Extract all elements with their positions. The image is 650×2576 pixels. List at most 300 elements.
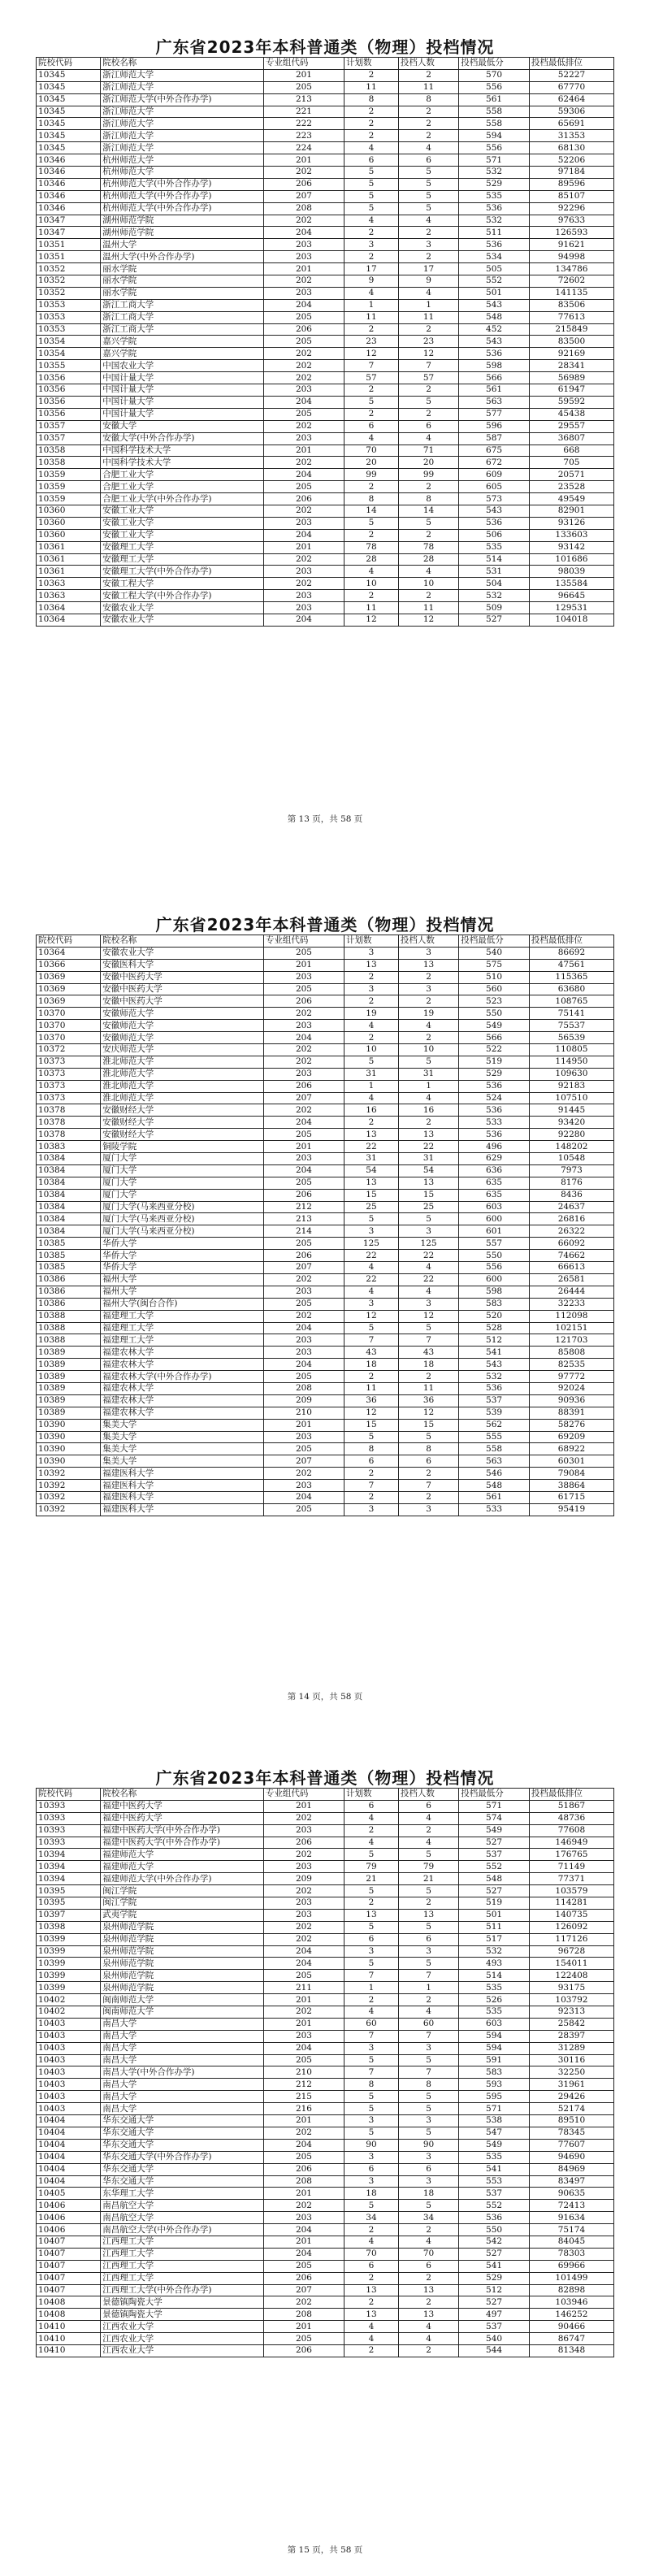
- table-cell: 10347: [37, 227, 101, 239]
- table-cell: 201: [263, 2188, 344, 2200]
- table-cell: 厦门大学(马来西亚分校): [101, 1213, 264, 1225]
- table-cell: 543: [459, 299, 530, 311]
- table-cell: 536: [459, 1104, 530, 1117]
- table-cell: 203: [263, 2212, 344, 2224]
- table-cell: 淮北师范大学: [101, 1092, 264, 1104]
- table-row: [37, 1310, 614, 1322]
- table-cell: 203: [263, 251, 344, 263]
- table-cell: 43: [344, 1347, 399, 1359]
- table-row: [37, 1897, 614, 1910]
- table-cell: 215: [263, 2091, 344, 2103]
- table-cell: 5: [344, 1213, 399, 1225]
- table-cell: 丽水学院: [101, 263, 264, 275]
- table-row: [37, 360, 614, 372]
- table-cell: 537: [459, 1849, 530, 1861]
- table-cell: 6: [398, 2260, 458, 2272]
- table-cell: 90466: [529, 2321, 613, 2333]
- page-title: 广东省2023年本科普通类（物理）投档情况: [155, 915, 495, 935]
- table-cell: 133603: [529, 529, 613, 541]
- table-cell: 江西农业大学: [101, 2321, 264, 2333]
- table-cell: 203: [263, 1153, 344, 1165]
- table-cell: 25: [398, 1201, 458, 1213]
- table-cell: 2: [398, 1491, 458, 1503]
- table-cell: 202: [263, 2127, 344, 2139]
- table-row: [37, 167, 614, 179]
- table-cell: 66613: [529, 1262, 613, 1274]
- table-row: [37, 566, 614, 578]
- table-row: [37, 372, 614, 384]
- table-cell: 203: [263, 517, 344, 529]
- table-cell: 10356: [37, 396, 101, 408]
- table-cell: 6: [344, 1800, 399, 1812]
- table-cell: 496: [459, 1141, 530, 1153]
- table-cell: 212: [263, 2079, 344, 2091]
- table-cell: 126593: [529, 227, 613, 239]
- table-cell: 15: [344, 1189, 399, 1201]
- table-cell: 5: [398, 2103, 458, 2115]
- table-cell: 205: [263, 1371, 344, 1383]
- table-cell: 206: [263, 2163, 344, 2175]
- table-cell: 77371: [529, 1873, 613, 1885]
- table-cell: 1: [398, 1982, 458, 1994]
- table-cell: 10363: [37, 578, 101, 590]
- table-cell: 536: [459, 239, 530, 251]
- column-header: 专业组代码: [263, 58, 344, 70]
- table-cell: 82535: [529, 1359, 613, 1371]
- table-cell: 112098: [529, 1310, 613, 1322]
- table-cell: 5: [398, 2091, 458, 2103]
- column-header: 投档最低分: [459, 58, 530, 70]
- table-cell: 593: [459, 2079, 530, 2091]
- table-row: [37, 995, 614, 1008]
- table-cell: 10407: [37, 2272, 101, 2284]
- table-cell: 52206: [529, 154, 613, 167]
- table-cell: 203: [263, 1431, 344, 1443]
- table-cell: 541: [459, 1347, 530, 1359]
- table-cell: 109630: [529, 1068, 613, 1080]
- table-cell: 安徽师范大学: [101, 1020, 264, 1032]
- table-cell: 203: [263, 2030, 344, 2042]
- table-cell: 532: [459, 1945, 530, 1958]
- table-cell: 594: [459, 130, 530, 142]
- table-row: [37, 578, 614, 590]
- table-cell: 华东交通大学: [101, 2139, 264, 2151]
- table-cell: 4: [398, 215, 458, 227]
- table-cell: 13: [344, 1909, 399, 1921]
- table-cell: 7973: [529, 1164, 613, 1177]
- table-cell: 10386: [37, 1298, 101, 1310]
- table-cell: 536: [459, 348, 530, 360]
- table-cell: 52227: [529, 69, 613, 81]
- table-cell: 南昌大学: [101, 2091, 264, 2103]
- table-cell: 72602: [529, 275, 613, 288]
- table-cell: 10403: [37, 2103, 101, 2115]
- table-cell: 13: [344, 2284, 399, 2296]
- table-cell: 3: [344, 2115, 399, 2127]
- table-cell: 2: [344, 1824, 399, 1837]
- table-row: [37, 215, 614, 227]
- table-cell: 542: [459, 2236, 530, 2248]
- table-cell: 594: [459, 2030, 530, 2042]
- table-cell: 安徽工业大学: [101, 529, 264, 541]
- table-cell: 635: [459, 1177, 530, 1189]
- table-cell: 103792: [529, 1994, 613, 2006]
- table-row: [37, 2309, 614, 2321]
- table-cell: 2: [344, 118, 399, 130]
- table-cell: 2: [398, 106, 458, 118]
- table-cell: 南昌航空大学: [101, 2212, 264, 2224]
- table-row: [37, 420, 614, 432]
- table-cell: 108765: [529, 995, 613, 1008]
- table-cell: 36: [398, 1394, 458, 1407]
- column-header: 投档人数: [398, 1789, 458, 1801]
- table-cell: 2: [398, 323, 458, 336]
- table-row: [37, 1933, 614, 1945]
- table-cell: 泉州师范学院: [101, 1921, 264, 1933]
- table-cell: 13: [398, 1909, 458, 1921]
- table-cell: 208: [263, 2175, 344, 2188]
- table-cell: 535: [459, 1982, 530, 1994]
- table-cell: 202: [263, 167, 344, 179]
- table-cell: 207: [263, 2284, 344, 2296]
- table-cell: 91634: [529, 2212, 613, 2224]
- table-cell: 140735: [529, 1909, 613, 1921]
- table-cell: 19: [398, 1008, 458, 1020]
- table-cell: 10407: [37, 2248, 101, 2260]
- table-row: [37, 1359, 614, 1371]
- table-cell: 57: [344, 372, 399, 384]
- table-cell: 景德镇陶瓷大学: [101, 2309, 264, 2321]
- table-cell: 556: [459, 142, 530, 154]
- table-cell: 3: [398, 239, 458, 251]
- table-cell: 中国计量大学: [101, 408, 264, 420]
- column-header: 投档最低分: [459, 1789, 530, 1801]
- table-cell: 201: [263, 1419, 344, 1431]
- table-cell: 2: [398, 2344, 458, 2357]
- table-row: [37, 1491, 614, 1503]
- table-cell: 204: [263, 469, 344, 481]
- table-cell: 110805: [529, 1044, 613, 1056]
- table-cell: 223: [263, 130, 344, 142]
- table-cell: 519: [459, 1056, 530, 1068]
- table-cell: 31: [344, 1153, 399, 1165]
- table-cell: 536: [459, 2212, 530, 2224]
- column-header: 院校名称: [101, 1789, 264, 1801]
- table-cell: 203: [263, 1068, 344, 1080]
- table-row: [37, 1945, 614, 1958]
- table-cell: 29426: [529, 2091, 613, 2103]
- table-cell: 635: [459, 1189, 530, 1201]
- table-cell: 28341: [529, 360, 613, 372]
- table-row: [37, 1849, 614, 1861]
- table-cell: 101499: [529, 2272, 613, 2284]
- table-cell: 497: [459, 2309, 530, 2321]
- table-cell: 75141: [529, 1008, 613, 1020]
- table-cell: 583: [459, 1298, 530, 1310]
- table-cell: 31: [398, 1153, 458, 1165]
- table-cell: 10405: [37, 2188, 101, 2200]
- table-cell: 78: [344, 541, 399, 553]
- table-row: [37, 336, 614, 348]
- table-row: [37, 348, 614, 360]
- table-row: [37, 1468, 614, 1480]
- table-cell: 淮北师范大学: [101, 1068, 264, 1080]
- table-cell: 547: [459, 2127, 530, 2139]
- table-cell: 10389: [37, 1407, 101, 1419]
- table-cell: 10352: [37, 275, 101, 288]
- table-cell: 安徽工业大学: [101, 517, 264, 529]
- table-cell: 527: [459, 614, 530, 626]
- table-cell: 2: [398, 384, 458, 397]
- table-cell: 202: [263, 348, 344, 360]
- table-cell: 28: [398, 553, 458, 566]
- table-cell: 3: [344, 2042, 399, 2054]
- table-cell: 7: [344, 1334, 399, 1347]
- table-row: [37, 2163, 614, 2175]
- table-row: [37, 142, 614, 154]
- table-cell: 2: [344, 1491, 399, 1503]
- table-cell: 13: [398, 2309, 458, 2321]
- table-cell: 12: [344, 1407, 399, 1419]
- table-cell: 10354: [37, 336, 101, 348]
- table-cell: 11: [398, 1382, 458, 1394]
- table-cell: 4: [344, 215, 399, 227]
- table-cell: 3: [398, 1225, 458, 1238]
- table-cell: 56989: [529, 372, 613, 384]
- table-cell: 594: [459, 2042, 530, 2054]
- table-row: [37, 178, 614, 190]
- table-row: [37, 2091, 614, 2103]
- table-cell: 10378: [37, 1117, 101, 1129]
- table-cell: 527: [459, 1885, 530, 1897]
- table-cell: 549: [459, 1020, 530, 1032]
- table-cell: 213: [263, 93, 344, 106]
- table-cell: 丽水学院: [101, 287, 264, 299]
- table-row: [37, 1455, 614, 1468]
- table-cell: 10347: [37, 215, 101, 227]
- table-row: [37, 2212, 614, 2224]
- table-cell: 8436: [529, 1189, 613, 1201]
- table-cell: 629: [459, 1153, 530, 1165]
- table-cell: 505: [459, 263, 530, 275]
- table-cell: 208: [263, 202, 344, 215]
- table-cell: 207: [263, 1092, 344, 1104]
- table-cell: 13: [398, 959, 458, 971]
- table-cell: 560: [459, 983, 530, 995]
- table-cell: 203: [263, 1824, 344, 1837]
- table-cell: 10410: [37, 2344, 101, 2357]
- table-cell: 60301: [529, 1455, 613, 1468]
- table-cell: 10406: [37, 2224, 101, 2236]
- table-cell: 2: [344, 1468, 399, 1480]
- table-cell: 47561: [529, 959, 613, 971]
- table-cell: 10384: [37, 1177, 101, 1189]
- table-row: [37, 517, 614, 529]
- table-cell: 2: [344, 106, 399, 118]
- table-cell: 85107: [529, 190, 613, 202]
- table-cell: 浙江工商大学: [101, 299, 264, 311]
- table-cell: 62464: [529, 93, 613, 106]
- table-cell: 74662: [529, 1250, 613, 1262]
- table-cell: 213: [263, 1213, 344, 1225]
- table-cell: 18: [344, 1359, 399, 1371]
- table-cell: 672: [459, 457, 530, 469]
- table-cell: 集美大学: [101, 1443, 264, 1455]
- table-cell: 203: [263, 432, 344, 445]
- table-cell: 13: [398, 1177, 458, 1189]
- table-cell: 537: [459, 2188, 530, 2200]
- table-cell: 3: [344, 1225, 399, 1238]
- table-row: [37, 2260, 614, 2272]
- table-cell: 29557: [529, 420, 613, 432]
- table-cell: 华侨大学: [101, 1238, 264, 1250]
- table-cell: 514: [459, 553, 530, 566]
- table-cell: 571: [459, 154, 530, 167]
- table-cell: 5: [398, 202, 458, 215]
- document-page: [0, 878, 650, 1723]
- table-cell: 557: [459, 1238, 530, 1250]
- table-cell: 10406: [37, 2212, 101, 2224]
- table-cell: 204: [263, 2224, 344, 2236]
- table-cell: 202: [263, 1056, 344, 1068]
- table-cell: 75537: [529, 1020, 613, 1032]
- table-cell: 福建师范大学: [101, 1849, 264, 1861]
- table-cell: 90635: [529, 2188, 613, 2200]
- table-cell: 23528: [529, 481, 613, 493]
- table-cell: 205: [263, 947, 344, 959]
- table-row: [37, 2224, 614, 2236]
- table-cell: 67770: [529, 81, 613, 93]
- table-cell: 36807: [529, 432, 613, 445]
- table-cell: 5: [398, 2054, 458, 2066]
- table-cell: 43: [398, 1347, 458, 1359]
- table-cell: 204: [263, 1322, 344, 1334]
- table-cell: 511: [459, 1921, 530, 1933]
- table-cell: 204: [263, 2139, 344, 2151]
- table-row: [37, 1824, 614, 1837]
- table-cell: 10384: [37, 1201, 101, 1213]
- table-cell: 86747: [529, 2333, 613, 2345]
- table-cell: 江西理工大学: [101, 2272, 264, 2284]
- table-cell: 安徽财经大学: [101, 1104, 264, 1117]
- table-cell: 202: [263, 215, 344, 227]
- table-cell: 535: [459, 190, 530, 202]
- table-cell: 89510: [529, 2115, 613, 2127]
- table-cell: 82901: [529, 505, 613, 517]
- table-cell: 2: [398, 1468, 458, 1480]
- table-cell: 2: [344, 408, 399, 420]
- table-row: [37, 1837, 614, 1849]
- table-cell: 7: [398, 1334, 458, 1347]
- table-cell: 2: [344, 1117, 399, 1129]
- table-cell: 10385: [37, 1238, 101, 1250]
- table-row: [37, 2103, 614, 2115]
- table-cell: 5: [344, 1849, 399, 1861]
- table-cell: 7: [344, 360, 399, 372]
- table-cell: 563: [459, 1455, 530, 1468]
- table-cell: 204: [263, 1117, 344, 1129]
- table-cell: 202: [263, 505, 344, 517]
- table-cell: 206: [263, 1837, 344, 1849]
- table-cell: 11: [344, 1382, 399, 1394]
- table-cell: 541: [459, 2163, 530, 2175]
- table-cell: 204: [263, 1958, 344, 1970]
- table-cell: 10386: [37, 1273, 101, 1286]
- table-cell: 12: [398, 1310, 458, 1322]
- table-row: [37, 2344, 614, 2357]
- table-row: [37, 1225, 614, 1238]
- table-cell: 17: [344, 263, 399, 275]
- table-cell: 591: [459, 2054, 530, 2066]
- table-cell: 6: [344, 2163, 399, 2175]
- table-cell: 10370: [37, 1008, 101, 1020]
- table-cell: 5: [398, 1921, 458, 1933]
- table-cell: 552: [459, 1861, 530, 1873]
- table-cell: 22: [398, 1273, 458, 1286]
- table-cell: 2: [398, 251, 458, 263]
- table-cell: 63680: [529, 983, 613, 995]
- table-cell: 福建师范大学: [101, 1861, 264, 1873]
- table-cell: 18: [344, 2188, 399, 2200]
- table-cell: 595: [459, 2091, 530, 2103]
- table-cell: 5: [344, 178, 399, 190]
- table-row: [37, 614, 614, 626]
- table-cell: 90936: [529, 1394, 613, 1407]
- table-cell: 206: [263, 1189, 344, 1201]
- table-cell: 5: [398, 178, 458, 190]
- table-cell: 57: [398, 372, 458, 384]
- table-cell: 3: [344, 2175, 399, 2188]
- table-cell: 10392: [37, 1491, 101, 1503]
- table-cell: 2: [344, 995, 399, 1008]
- table-cell: 8: [344, 493, 399, 505]
- table-cell: 206: [263, 2272, 344, 2284]
- table-cell: 92313: [529, 2006, 613, 2019]
- table-row: [37, 130, 614, 142]
- table-cell: 205: [263, 1177, 344, 1189]
- table-cell: 10373: [37, 1056, 101, 1068]
- table-row: [37, 1371, 614, 1383]
- table-cell: 4: [344, 1812, 399, 1824]
- table-cell: 506: [459, 529, 530, 541]
- table-cell: 6: [398, 1800, 458, 1812]
- table-cell: 江西农业大学: [101, 2344, 264, 2357]
- table-cell: 129531: [529, 602, 613, 614]
- table-cell: 603: [459, 1201, 530, 1213]
- table-cell: 66092: [529, 1238, 613, 1250]
- table-cell: 8: [398, 93, 458, 106]
- table-row: [37, 971, 614, 983]
- table-cell: 10404: [37, 2115, 101, 2127]
- table-cell: 6: [398, 2163, 458, 2175]
- table-cell: 2: [398, 1994, 458, 2006]
- table-cell: 福建理工大学: [101, 1310, 264, 1322]
- table-row: [37, 983, 614, 995]
- table-cell: 34: [398, 2212, 458, 2224]
- table-cell: 10406: [37, 2200, 101, 2212]
- table-cell: 203: [263, 1347, 344, 1359]
- table-cell: 75174: [529, 2224, 613, 2236]
- table-cell: 215849: [529, 323, 613, 336]
- table-row: [37, 1407, 614, 1419]
- table-cell: 福建中医药大学(中外合作办学): [101, 1824, 264, 1837]
- table-row: [37, 2284, 614, 2296]
- table-cell: 571: [459, 1800, 530, 1812]
- table-cell: 86692: [529, 947, 613, 959]
- table-cell: 10402: [37, 1994, 101, 2006]
- column-header: 投档人数: [398, 935, 458, 948]
- table-cell: 70: [344, 2248, 399, 2260]
